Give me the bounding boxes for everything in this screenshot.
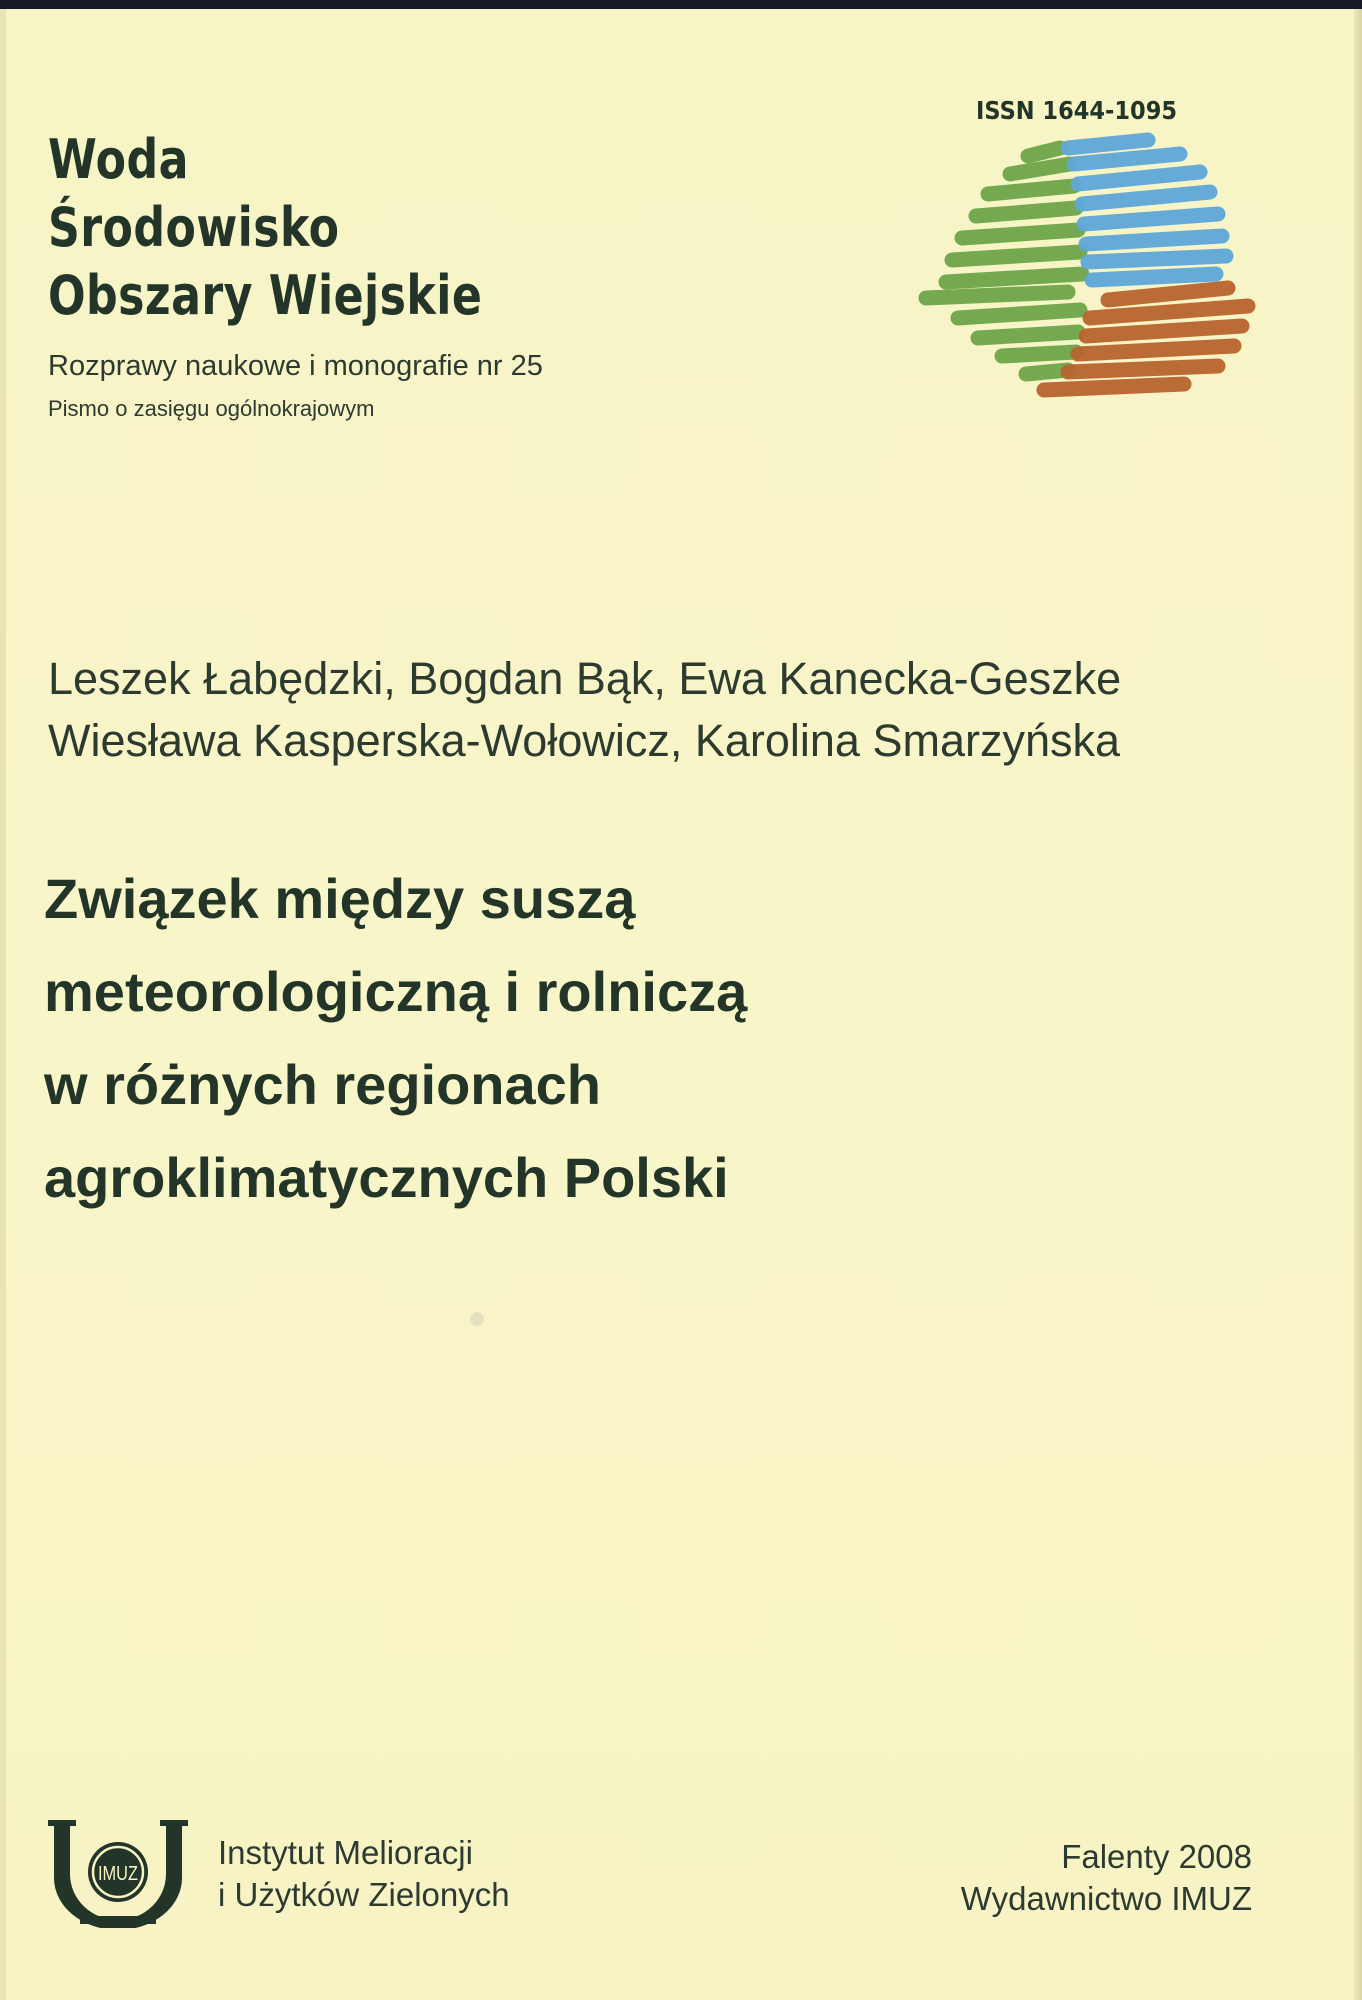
series-label: Rozprawy naukowe i monografie nr 25 (48, 350, 543, 382)
authors-line: Leszek Łabędzki, Bogdan Bąk, Ewa Kanecka-Geszke (48, 653, 1122, 704)
book-title-line: agroklimatycznych Polski (44, 1146, 729, 1209)
top-edge (0, 0, 1362, 9)
authors-line: Wiesława Kasperska-Wołowicz, Karolina Smarzyńska (48, 715, 1121, 766)
imuz-logo-text: IMUZ (98, 1863, 138, 1885)
publisher-line: Falenty 2008 (1061, 1838, 1252, 1875)
institute-name (218, 1832, 510, 1916)
imuz-logo-icon (42, 1812, 194, 1928)
institute-line: Instytut Melioracji (218, 1834, 473, 1871)
publisher-line: Wydawnictwo IMUZ (960, 1880, 1252, 1917)
journal-title (48, 126, 482, 330)
book-title-line: meteorologiczną i rolniczą (44, 960, 748, 1023)
right-edge (1354, 9, 1362, 2000)
publisher-info (961, 1836, 1252, 1920)
issn-label: ISSN 1644-1095 (976, 96, 1178, 125)
authors (48, 648, 1121, 772)
book-title-line: Związek między suszą (44, 867, 636, 930)
institute-line: i Użytków Zielonych (218, 1876, 510, 1913)
reach-label: Pismo o zasięgu ogólnokrajowym (48, 396, 375, 421)
journal-title-line: Obszary Wiejskie (48, 264, 483, 327)
journal-logo-icon (918, 128, 1264, 404)
book-title (44, 852, 747, 1224)
journal-title-line: Woda (48, 128, 189, 191)
book-title-line: w różnych regionach (44, 1053, 601, 1116)
paper-speck (470, 1312, 484, 1326)
journal-title-line: Środowisko (48, 196, 340, 259)
